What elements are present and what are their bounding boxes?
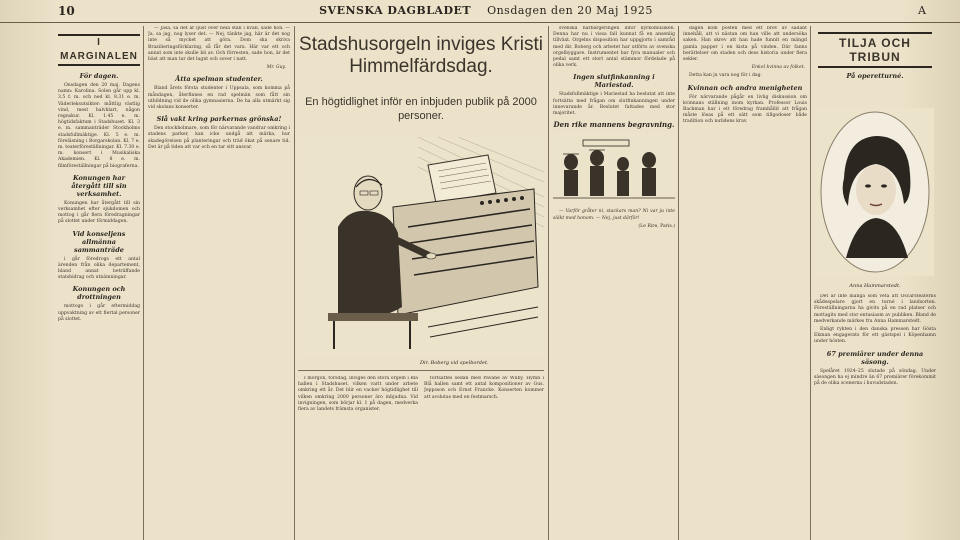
illustration-caption: Dir. Boberg vid spelbordet.: [420, 360, 489, 366]
article-text: Det är inte många som veta att Oscarsteaterns skådespelare gjort en turné i landsorten. Föreställningarna ha givits på en rad platser och mottagits med stor entusiasm av publiken. Bland de medverkande märkes fru Anna Hammarstedt.: [814, 294, 936, 324]
subheading: För dagen.: [79, 72, 119, 80]
article-text: Stadsfullmäktige i Mariestad ha beslutat att inte fortsätta med frågan om slutfinkanningen under innevarande år. Beslutet fattades med stor majoritet.: [553, 92, 675, 117]
column-five: [683, 26, 807, 536]
deck: En högtidlighet inför en inbjuden publik på 2000 personer.: [305, 96, 537, 122]
column-four: [553, 26, 675, 536]
article-text: Enligt rykten i den danska pressen har Gösta Ekman engagerats för ett gästspel i Köpenhamn under hösten.: [814, 327, 936, 345]
issue-date: Onsdagen den 20 Maj 1925: [487, 4, 653, 17]
corner-mark: A: [918, 4, 926, 17]
subheading: Slå vakt kring parkernas grönska!: [156, 115, 282, 124]
section-title: I MARGINALEN: [58, 34, 140, 66]
article-text: Detta kan ju vara nog för i dag.: [689, 73, 763, 79]
headline: Stadshusorgeln inviges Kristi Himmelfärdsdag.: [299, 34, 543, 77]
page-number: 10: [58, 4, 75, 18]
masthead-title-line: [236, 4, 736, 17]
article-text: — Jaså, så det är ljust över hela stan i kväll, sade hon. — Ja, sa jag, nog lyser det. — Nej, tänkte jag, här är det nog inte så mycket att göra. Dom ska skriva Brazilieringsförklaring, så får det vara. Här var ett och annat som inte skulle bli av. Och förresten, sade hon, är det bäst att man tar det lugnt och sover i natt.: [148, 26, 290, 63]
center-text-left: [298, 376, 418, 536]
article-text: svenska härbärgeringen inför kyrkomusiken. Denna har nu i vissa fall kunnat få en ansenlig tillväxt. Orgelns disposition har uppgjorts i samråd med dir. Boberg och arbetet har utförts av svenska orgelbyggare. Instrumentet har fyra manualer och pedal samt ett stort antal stämmor fördelade på olika verk.: [553, 26, 675, 69]
subheading: På operetturné.: [846, 72, 904, 80]
subheading: Vid konseljens allmänna sammanträde: [72, 229, 126, 254]
article-text: i går föredrogs ett antal ärenden från olika departement, bland annat beträffande statsbidrag och utnämningar.: [58, 256, 140, 281]
divider: [298, 370, 544, 371]
article-text: Konungen har återgått till sin verksamhet efter sjukdomen och mottog i går flera föredragningar på slottet under förmiddagen.: [58, 200, 140, 225]
article-text: fortsättes sedan med Pavane av Wilby, Hymn i Blå hallen samt ett antal kompositioner av Gus. Jeppsson och Ernst Francke. Konserten kommer att avslutas med en festmarsch.: [424, 376, 544, 400]
subheading: Konungen har återgått till sin verksamhet.: [71, 173, 127, 198]
article-text: Den stockholmare, som för närvarande vandrar omkring i stadens parker, kan icke undgå att märka, hur skadegörelsen på planteringar och träd ökat på senare tid. Det är på tiden att var och en tar sitt ansvar.: [148, 126, 290, 150]
subheading: 67 premiärer under denna säsong.: [826, 349, 924, 366]
column-two: [148, 26, 290, 536]
column-six-text: [814, 294, 936, 540]
article-text: Onsdagen den 20 maj. Dagens namn: Karolina. Solen går upp kl. 3.5 f. m. och ned kl. 8.31 e. m. Väderleksutsikter: måttlig västlig vind, mest halvklart, någon regnskur. Kl. 1.45 e. m. högtidsfaktum i Stadshuset. Kl. 3 e. m. sammanträder Stockholms stadsfullmäktige. Kl. 5 e. m. föreläsning i Borgarskolan. Kl. 7 e. m. teaterföreställningar. Kl. 7.30 e. m. konsert i Musikaliska Akademien. Kl. 8 e. m. filmföreställningar på biograferna.: [58, 83, 140, 169]
newspaper-name: SVENSKA DAGBLADET: [319, 4, 472, 17]
article-text: Spelåret 1924–25 slutade på söndag. Under säsongen ha ej mindre än 67 premiärer förekommit på de olika scenerna i huvudstaden.: [814, 368, 936, 387]
signature: Enkel kvinna av folket.: [751, 65, 805, 71]
subheading: Konungen och drottningen: [72, 285, 126, 302]
cartoon-illustration: [553, 132, 675, 206]
column-i-marginalen: [58, 26, 140, 536]
center-text-right: [424, 376, 544, 536]
article-text: Bland årets första studenter i Uppsala, som komma på måndagen, återfinnes en rad spelmän som fått sin utbildning vid de olika gymnasierna. De ha alla utmärkt sig vid skolans konserter.: [148, 86, 290, 111]
cartoon-credit: (Le Rire, Paris.): [638, 223, 675, 229]
column-rule: [143, 26, 144, 540]
subheading: Åtta spelman studenter.: [175, 75, 263, 84]
section-title: TILJA OCH TRIBUN: [818, 32, 932, 68]
article-text: mottogo i går eftermiddag uppvaktning av ett flertal personer på slottet.: [58, 304, 140, 322]
photo-caption: Anna Hammarstedt.: [849, 283, 901, 289]
cartoon-caption: — Varför gråter ni, stackars man? Ni var ju inte släkt med honom. — Nej, just därför!: [553, 209, 675, 221]
column-rule: [548, 26, 549, 540]
article-text: I morgon, torsdag, inviges den stora orgeln i Blå hallen i Stadshuset, vilken varit under arbete omkring ett år. Det blir en vacker högtidlighet till vilken omkring 2000 personer äro inbjudna. Vid invigningen, som börjar kl. 1 på dagen, medverka flera av landets främsta organister.: [298, 376, 418, 413]
subheading: Den rike mannens begravning.: [553, 120, 675, 130]
column-rule: [294, 26, 295, 540]
subheading: Kvinnan och andra menigheten: [687, 83, 803, 92]
column-rule: [678, 26, 679, 540]
article-text: För närvarande pågår en livlig diskussion om kvinnans ställning inom kyrkan. Professor Louis Backman har i ett föredrag framhållit att frågan måste lösas på ett sätt som tillgodoser både tradition och nutidens krav.: [683, 94, 807, 125]
organ-illustration: [298, 137, 544, 357]
portrait-photo: [816, 108, 934, 276]
column-rule: [810, 26, 811, 540]
subheading: Ingen slutfinkanning i Mariestad.: [573, 73, 655, 90]
article-text: dagen kom posten med ett brev av sådant innehåll, att vi nästan om han ville att undersöka saken. Han skrev att han hade funnit en mängd gamla papper i en kista på vinden. Där fanns berättelser om staden och dess historia under flera sekler.: [683, 26, 807, 63]
signature: Mr. Guy.: [266, 65, 286, 71]
masthead: [0, 0, 960, 23]
